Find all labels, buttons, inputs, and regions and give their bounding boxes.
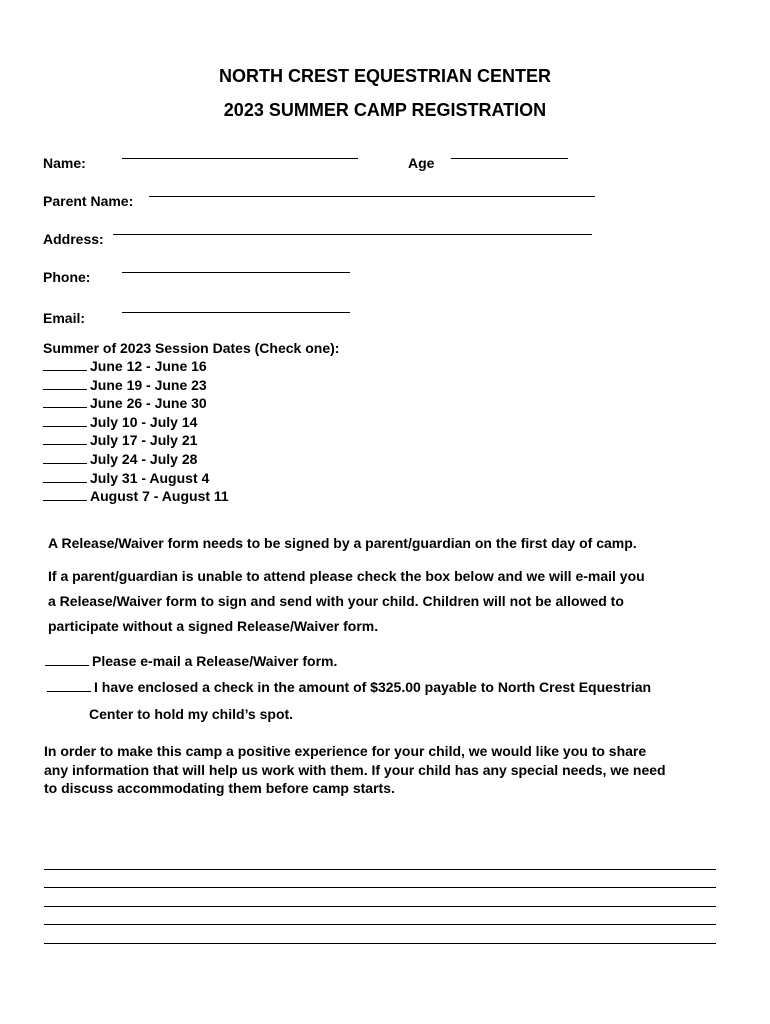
session-option[interactable] <box>43 431 229 450</box>
session-label: June 19 - June 23 <box>90 376 207 393</box>
check-enclosed-checkbox[interactable] <box>47 680 91 692</box>
session-checkbox[interactable] <box>43 359 87 371</box>
session-option[interactable] <box>43 413 229 432</box>
session-label: July 24 - July 28 <box>90 450 198 467</box>
waiver-notice: A Release/Waiver form needs to be signed by a parent/guardian on the first day of camp. <box>48 535 637 551</box>
sessions-heading: Summer of 2023 Session Dates (Check one): <box>43 340 340 356</box>
notes-line[interactable] <box>44 869 716 870</box>
needs-paragraph-line: In order to make this camp a positive experience for your child, we would like you to share <box>44 743 647 759</box>
name-label: Name: <box>43 155 86 171</box>
needs-paragraph-line: any information that will help us work with them. If your child has any special needs, we need <box>44 762 666 778</box>
session-option[interactable] <box>43 394 229 413</box>
session-checkbox[interactable] <box>43 452 87 464</box>
notes-line[interactable] <box>44 906 716 907</box>
page-subtitle: 2023 SUMMER CAMP REGISTRATION <box>223 100 547 120</box>
session-checkbox[interactable] <box>43 396 87 408</box>
session-option[interactable] <box>43 487 229 506</box>
session-checkbox[interactable] <box>43 489 87 501</box>
session-checkbox[interactable] <box>43 415 87 427</box>
waiver-email-label: Please e-mail a Release/Waiver form. <box>92 653 338 669</box>
session-checkbox[interactable] <box>43 378 87 390</box>
session-label: July 31 - August 4 <box>90 469 210 486</box>
address-label: Address: <box>43 231 104 247</box>
waiver-paragraph-line: If a parent/guardian is unable to attend please check the box below and we will e-mail you <box>48 568 645 584</box>
email-label: Email: <box>43 310 86 326</box>
session-option[interactable] <box>43 357 229 376</box>
waiver-paragraph-line: participate without a signed Release/Waiver form. <box>48 618 379 634</box>
session-label: July 17 - July 21 <box>90 432 198 449</box>
needs-paragraph-line: to discuss accommodating them before camp starts. <box>44 780 395 796</box>
session-checkbox[interactable] <box>43 471 87 483</box>
check-enclosed-label-cont: Center to hold my child’s spot. <box>89 706 294 722</box>
phone-label: Phone: <box>43 269 91 285</box>
page-title: NORTH CREST EQUESTRIAN CENTER <box>218 66 551 86</box>
age-label: Age <box>408 155 435 171</box>
parent-name-label: Parent Name: <box>43 193 134 209</box>
address-field[interactable] <box>113 234 592 235</box>
session-label: June 26 - June 30 <box>90 395 207 412</box>
session-option[interactable] <box>43 450 229 469</box>
session-checkbox[interactable] <box>43 433 87 445</box>
email-field[interactable] <box>122 312 350 313</box>
check-enclosed-option[interactable] <box>47 679 651 695</box>
waiver-paragraph-line: a Release/Waiver form to sign and send with your child. Children will not be allowed to <box>48 593 624 609</box>
session-option[interactable] <box>43 469 229 488</box>
session-list <box>43 357 229 506</box>
waiver-email-checkbox[interactable] <box>45 654 89 666</box>
session-option[interactable] <box>43 376 229 395</box>
session-label: July 10 - July 14 <box>90 413 198 430</box>
session-label: August 7 - August 11 <box>90 488 229 505</box>
waiver-email-option[interactable] <box>45 653 337 669</box>
session-label: June 12 - June 16 <box>90 358 207 374</box>
notes-line[interactable] <box>44 887 716 888</box>
parent-name-field[interactable] <box>149 196 595 197</box>
age-field[interactable] <box>451 158 568 159</box>
phone-field[interactable] <box>122 272 350 273</box>
check-enclosed-label: I have enclosed a check in the amount of $325.00 payable to North Crest Equestrian <box>94 679 652 695</box>
notes-line[interactable] <box>44 924 716 925</box>
notes-line[interactable] <box>44 943 716 944</box>
name-field[interactable] <box>122 158 358 159</box>
